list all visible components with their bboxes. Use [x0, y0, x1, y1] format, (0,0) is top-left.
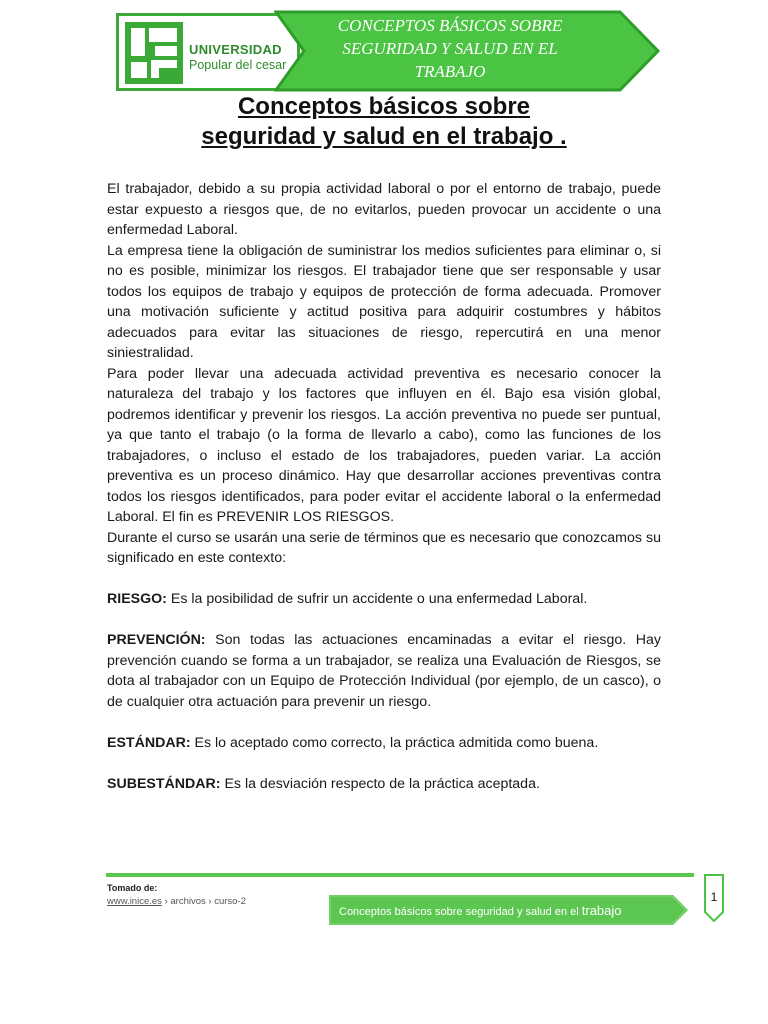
definition-riesgo [107, 589, 661, 610]
source-path: archivos [170, 896, 206, 907]
banner-line-1: CONCEPTOS BÁSICOS SOBRE [337, 16, 563, 35]
definition-text: Es la posibilidad de sufrir un accidente o una enfermedad Laboral. [166, 591, 588, 607]
source-separator: › [161, 896, 171, 907]
logo-subtitle: Popular del cesar [189, 58, 287, 72]
title-line-1: Conceptos básicos sobre [237, 93, 531, 120]
definition-subestandar [107, 774, 661, 795]
footer-banner-text [339, 903, 622, 918]
page-number: 1 [710, 890, 718, 904]
university-logo [116, 13, 300, 91]
definition-term: ESTÁNDAR: [107, 734, 191, 751]
header-banner-text [300, 14, 600, 83]
paragraph: Durante el curso se usarán una serie de términos que es necesario que conozcamos su significado en este contexto: [107, 529, 661, 566]
source-link[interactable] [107, 896, 246, 907]
banner-line-2: SEGURIDAD Y SALUD EN EL [342, 39, 558, 58]
page-title [100, 92, 668, 152]
definition-estandar [107, 733, 661, 754]
source-path: curso-2 [214, 896, 246, 907]
source-label: Tomado de: [107, 883, 158, 893]
source-site[interactable]: www.inice.es [107, 896, 162, 907]
definition-prevencion [107, 630, 661, 712]
footer-banner-label: Conceptos básicos sobre seguridad y salud en el [339, 906, 582, 918]
university-emblem-icon [125, 22, 183, 84]
document-body [107, 179, 661, 794]
title-line-2: seguridad y salud en el trabajo . [201, 123, 567, 150]
paragraph: Para poder llevar una adecuada actividad preventiva es necesario conocer la naturaleza del trabajo y los factores que influyen en él. Bajo esa visión global, podremos identificar y prevenir los riesgos. La acción preventiva no puede ser puntual, ya que tanto el trabajo (o la forma de llevarlo a cabo), como las funciones de los trabajadores, o incluso el estado de los trabajadores, pueden variar. La acción preventiva es un proceso dinámico. Hay que desarrollar acciones preventivas contra todos los riesgos identificados, para poder evitar el accidente laboral o la enfermedad Laboral. El fin es PREVENIR LOS RIESGOS. [107, 365, 661, 525]
definition-term: RIESGO: [107, 591, 167, 607]
definition-text: Es lo aceptado como correcto, la práctica admitida como buena. [190, 734, 599, 751]
definition-text: Son todas las actuaciones encaminadas a evitar el riesgo. Hay prevención cuando se forma a un trabajador, se realiza una Evaluación de Riesgos, se dota al trabajador con un Equipo de Protección Individual (por ejemplo, de un casco), o de cualquier otra actuación para prevenir un riesgo. [107, 632, 661, 710]
footer-banner-label-big: trabajo [581, 903, 622, 918]
logo-title: UNIVERSIDAD [189, 42, 282, 57]
definition-term: SUBESTÁNDAR: [107, 775, 221, 792]
paragraph: La empresa tiene la obligación de suministrar los medios suficientes para eliminar o, si no es posible, minimizar los riesgos. El trabajador tiene que ser responsable y usar todos los equipos de trabajo y equipos de protección de forma adecuada. Promover una motivación suficiente y actitud positiva para adquirir costumbres y hábitos adecuados para evitar las situaciones de riesgo, repercutirá en una menor siniestralidad. [107, 242, 661, 361]
paragraph: El trabajador, debido a su propia actividad laboral o por el entorno de trabajo, puede estar expuesto a riesgos que, de no evitarlos, pueden provocar un accidente o una enfermedad Laboral. [107, 181, 661, 238]
definition-text: Es la desviación respecto de la práctica aceptada. [220, 775, 540, 792]
footer-divider [106, 873, 694, 877]
definition-term: PREVENCIÓN: [107, 632, 206, 648]
banner-line-3: TRABAJO [414, 62, 486, 81]
source-separator: › [205, 896, 215, 907]
